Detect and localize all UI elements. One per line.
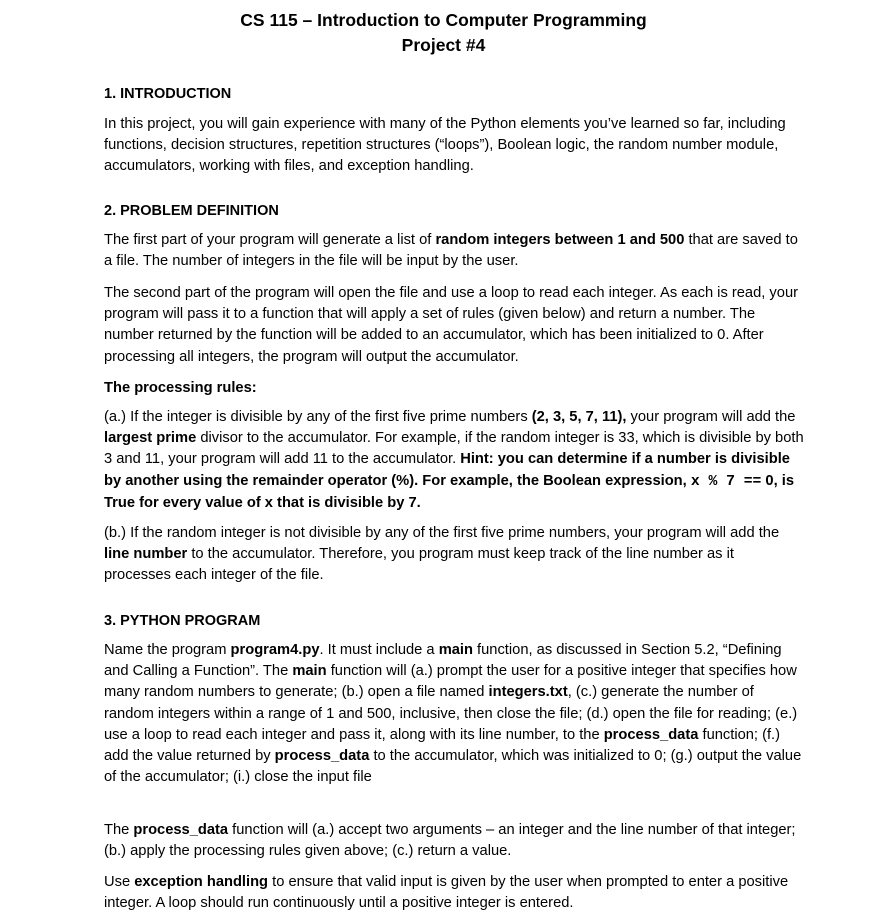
- section-heading-python-program: 3. PYTHON PROGRAM: [104, 613, 261, 629]
- problem-paragraph-2: The second part of the program will open the file and use a loop to read each integer. As each is read, your program will pass it to a function that will apply a set of rules (given below) and return a number. The number returned by the function will be added to an accumulator, which has been initialized to 0. After processing all integers, the program will output the accumulator.: [104, 285, 799, 365]
- program-paragraph-2: The process_data function will (a.) accept two arguments – an integer and the line number of that integer; (b.) apply the processing rules given above; (c.) return a value.: [104, 822, 796, 860]
- program-paragraph-1: Name the program program4.py. It must include a main function, as discussed in Section 5.2, “Defining and Calling a Function”. The main function will (a.) prompt the user for a positive integer that specifies how many random numbers to generate; (b.) open a file named integers.txt, (c.) generate the number of random integers within a range of 1 and 500, inclusive, then close the file; (d.) open the file for reading; (e.) use a loop to read each integer and pass it, along with its line number, to the process_data function; (f.) add the value returned by process_data to the accumulator, which was initialized to 0; (g.) output the value of the accumulator; (i.) close the input file: [104, 642, 802, 786]
- document-subtitle: Project #4: [401, 35, 486, 55]
- rule-a-paragraph: (a.) If the integer is divisible by any of the first five prime numbers (2, 3, 5, 7, 11), your program will add the largest prime divisor to the accumulator. For example, if the random integer is 33, which is divisible by both 3 and 11, your program will add 11 to the accumulator. Hint: you can determine if a number is divisible by another using the remainder operator (%). For example, the Boolean expression, x % 7 == 0, is True for every value of x that is divisible by 7.: [104, 409, 804, 511]
- section-heading-problem-definition: 2. PROBLEM DEFINITION: [104, 203, 279, 219]
- document-title: CS 115 – Introduction to Computer Programming: [240, 10, 647, 30]
- program-paragraph-3: Use exception handling to ensure that valid input is given by the user when prompted to enter a positive integer. A loop should run continuously until a positive integer is entered.: [104, 874, 789, 912]
- rule-b-paragraph: (b.) If the random integer is not divisible by any of the first five prime numbers, your program will add the line number to the accumulator. Therefore, you program must keep track of the line number as it processes each integer of the file.: [104, 525, 780, 584]
- section-heading-introduction: 1. INTRODUCTION: [104, 86, 232, 102]
- problem-paragraph-1: The first part of your program will generate a list of random integers between 1 and 500 that are saved to a file. The number of integers in the file will be input by the user.: [104, 232, 798, 270]
- processing-rules-heading: The processing rules:: [104, 380, 257, 396]
- introduction-paragraph: In this project, you will gain experience with many of the Python elements you’ve learned so far, including functions, decision structures, repetition structures (“loops”), Boolean logic, the random number module, accumulators, working with files, and exception handling.: [104, 116, 786, 175]
